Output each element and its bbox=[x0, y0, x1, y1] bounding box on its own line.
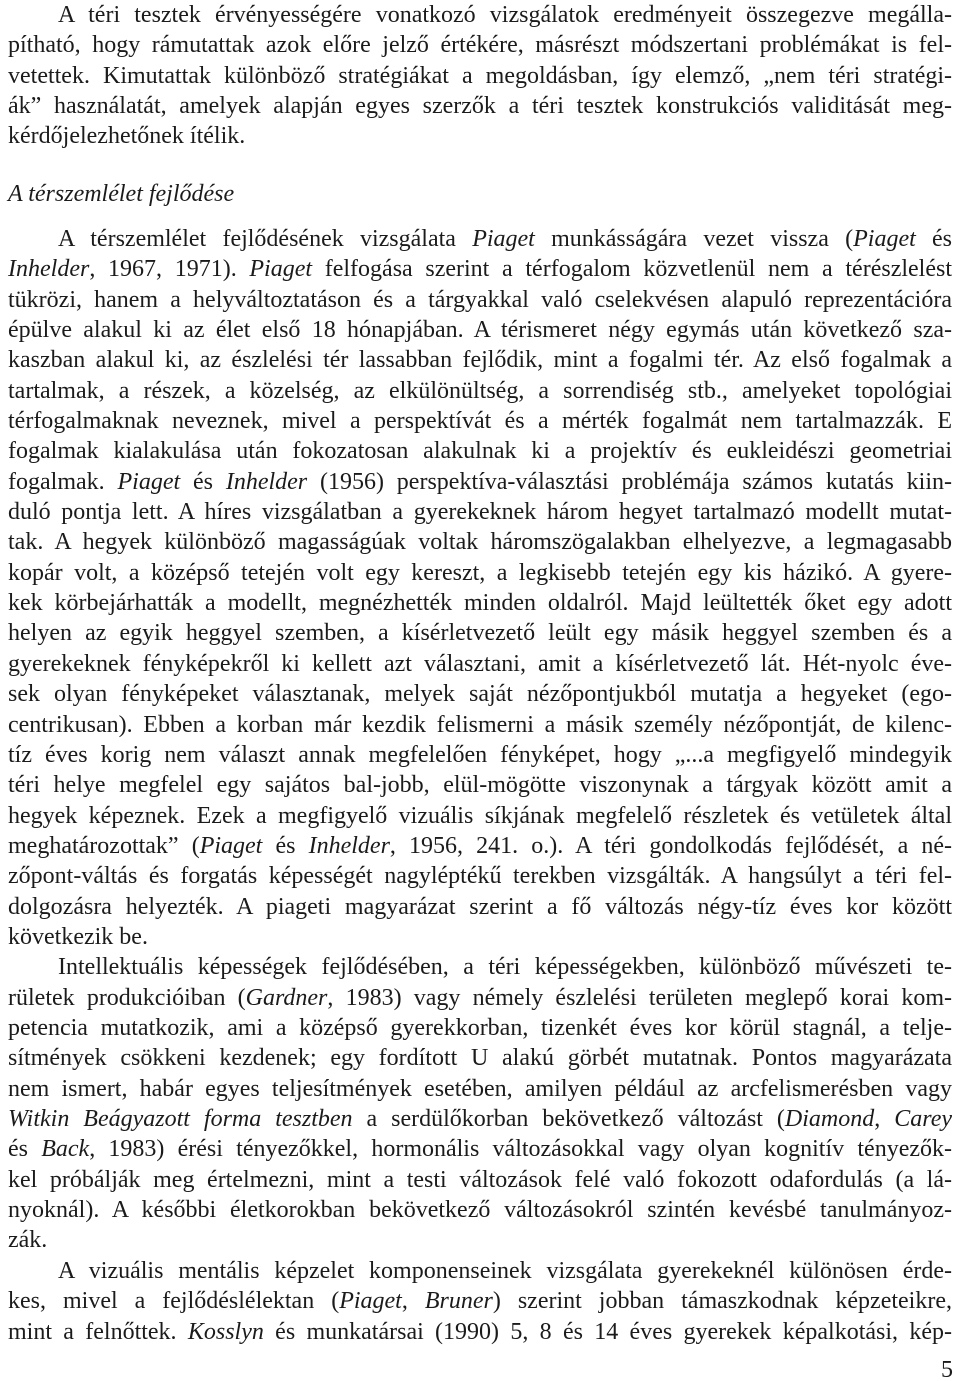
text-line bbox=[8, 1256, 952, 1286]
body-paragraph-3 bbox=[8, 1256, 952, 1347]
text-run: hegyek képeznek. Ezek a megfigyelő vizuális síkjának megfelelő részletek és vetületek által bbox=[8, 802, 952, 829]
italic-text: Back bbox=[41, 1136, 90, 1163]
text-line bbox=[8, 436, 952, 466]
text-run: tükrözi, hanem a helyváltoztatáson és a tárgyakkal való cselekvésen alapuló reprezentációra bbox=[8, 286, 952, 313]
text-line bbox=[8, 983, 952, 1013]
italic-text: Inhelder bbox=[225, 468, 308, 495]
text-run: , 1983) vagy némely észlelési területen meglepő korai kom- bbox=[327, 984, 952, 1011]
text-line bbox=[8, 376, 952, 406]
text-line bbox=[8, 649, 952, 679]
text-run: , bbox=[874, 1106, 895, 1133]
text-line bbox=[8, 710, 952, 740]
text-run: sek olyan fényképeket választanak, melyek saját nézőpontjukból mutatja a hegyeket (ego- bbox=[8, 681, 952, 708]
text-line bbox=[8, 0, 952, 30]
text-line bbox=[8, 121, 952, 151]
text-run: , 1956, 241. o.). A téri gondolkodás fejlődését, a né- bbox=[389, 832, 952, 859]
text-run: helyen az egyik heggyel szemben, a kísérletvezető leült egy másik heggyel szemben és a bbox=[8, 620, 952, 647]
text-line bbox=[8, 892, 952, 922]
text-line bbox=[8, 1165, 952, 1195]
text-run: sítmények csökkeni kezdenek; egy fordított U alakú görbét mutatnak. Pontos magyarázata bbox=[8, 1045, 952, 1072]
text-run: térfogalmaknak neveznek, mivel a perspektívát és a mérték fogalmát nem tartalmazzák. E bbox=[8, 408, 952, 435]
text-run: kopár volt, a középső tetején volt egy kereszt, a legkisebb tetején egy kis házikó. A gyere- bbox=[8, 559, 952, 586]
text-run: és bbox=[262, 832, 309, 859]
text-run: , bbox=[401, 1288, 425, 1315]
text-line bbox=[8, 527, 952, 557]
text-run: a serdülőkorban bekövetkező változást ( bbox=[352, 1106, 785, 1133]
italic-text: Piaget bbox=[117, 468, 181, 495]
text-run: rületek produkcióiban ( bbox=[8, 984, 246, 1011]
text-line bbox=[8, 315, 952, 345]
text-line bbox=[8, 1317, 952, 1347]
text-line bbox=[8, 1043, 952, 1073]
text-run: , 1983) érési tényezőkkel, hormonális változásokkal vagy olyan kognitív tényezők- bbox=[89, 1136, 952, 1163]
text-run: vetettek. Kimutattak különböző stratégiákat a megoldásban, így elemző, „nem téri stratégi- bbox=[8, 62, 952, 89]
text-run: A vizuális mentális képzelet komponenseinek vizsgálata gyerekeknél különösen érde- bbox=[58, 1257, 952, 1284]
text-line bbox=[8, 679, 952, 709]
text-run: nyoknál). A későbbi életkorokban bekövetkező változásokról szintén kevésbé tanulmányoz- bbox=[8, 1197, 952, 1224]
text-run: , 1967, 1971). bbox=[89, 256, 250, 283]
italic-text: Witkin Beágyazott forma tesztben bbox=[8, 1106, 353, 1133]
text-line bbox=[8, 831, 952, 861]
text-line bbox=[8, 1013, 952, 1043]
text-run: dolgozásra helyezték. A piageti magyarázat szerint a fő változás négy-tíz éves kor között bbox=[8, 893, 952, 920]
text-line bbox=[8, 952, 952, 982]
text-run: kérdőjelezhetőnek ítélik. bbox=[8, 123, 246, 150]
text-run: tak. A hegyek különböző magasságúak voltak háromszögalakban elhelyezve, a legmagasabb bbox=[8, 529, 952, 556]
text-run: (1956) perspektíva-választási problémája számos kutatás kiin- bbox=[307, 468, 953, 495]
italic-text: Piaget bbox=[249, 256, 313, 283]
text-run: ák” használatát, amelyek alapján egyes szerzők a téri tesztek konstrukciós validitását meg- bbox=[8, 93, 952, 120]
text-run: A térszemlélet fejlődésének vizsgálata bbox=[58, 226, 473, 252]
text-run: gyerekeknek fényképekről ki kellett azt választani, amit a kísérletvezető lát. Hét-nyolc éve- bbox=[8, 650, 952, 677]
text-run: tartalmak, a részek, a közelség, az elkülönültség, a sorrendiség stb., amelyeket topológiai bbox=[8, 377, 952, 404]
text-run: tíz éves korig nem választ annak megfelelően fényképet, hogy „...a megfigyelő mindegyik bbox=[8, 741, 952, 768]
italic-text: Diamond bbox=[784, 1106, 875, 1133]
text-run: A téri tesztek érvényességére vonatkozó vizsgálatok eredményeit összegezve megálla- bbox=[58, 2, 952, 28]
italic-text: Piaget bbox=[199, 832, 263, 859]
text-run: mint a felnőttek. bbox=[8, 1318, 188, 1345]
text-run: duló pontja lett. A híres vizsgálatban a gyerekeknek három hegyet tartalmazó modellt mutat- bbox=[8, 499, 952, 526]
text-run: meghatározottak” ( bbox=[8, 832, 200, 859]
text-line bbox=[8, 406, 952, 436]
italic-text: Piaget bbox=[472, 226, 535, 252]
text-line bbox=[8, 922, 952, 952]
italic-text: Piaget bbox=[339, 1288, 402, 1315]
page-number: 5 bbox=[941, 1357, 953, 1381]
text-run: fogalmak. bbox=[8, 468, 118, 495]
text-line bbox=[8, 801, 952, 831]
italic-text: Bruner bbox=[424, 1288, 493, 1315]
text-line bbox=[8, 1134, 952, 1164]
section-heading: A térszemlélet fejlődése bbox=[8, 181, 235, 207]
text-run: felfogása szerint a térfogalom közvetlenül nem a térészlelést bbox=[312, 256, 952, 283]
text-run: Intellektuális képességek fejlődésében, a téri képességekben, különböző művészeti te- bbox=[58, 954, 952, 981]
text-run: és bbox=[915, 226, 953, 252]
text-run: petencia mutatkozik, ami a középső gyerekkorban, tizenkét éves kor körül stagnál, a telje- bbox=[8, 1015, 952, 1042]
text-run: zőpont-váltás és forgatás képességét nagyléptékű terekben vizsgálták. A hangsúlyt a téri fel- bbox=[8, 863, 952, 890]
text-line bbox=[8, 740, 952, 770]
text-run: épülve alakul ki az élet első 18 hónapjában. A térismeret négy egymás után következő sza- bbox=[8, 317, 952, 344]
italic-text: Kosslyn bbox=[187, 1318, 264, 1345]
text-line bbox=[8, 285, 952, 315]
text-line bbox=[8, 345, 952, 375]
text-run: és bbox=[8, 1136, 42, 1163]
intro-paragraph bbox=[8, 0, 952, 152]
text-line bbox=[8, 30, 952, 60]
text-run: következik be. bbox=[8, 923, 148, 950]
text-run: ) szerint jobban támaszkodnak képzeteikre, bbox=[492, 1288, 952, 1315]
italic-text: Inhelder bbox=[308, 832, 390, 859]
text-line bbox=[8, 497, 952, 527]
body-paragraph-2 bbox=[8, 952, 952, 1255]
text-run: és munkatársai (1990) 5, 8 és 14 éves gyerekek képalkotási, kép- bbox=[263, 1318, 952, 1345]
text-run: kek körbejárhatták a modellt, megnézhették minden oldalról. Majd leültették őket egy adott bbox=[8, 590, 952, 617]
text-run: pítható, hogy rámutattak azok előre jelző értékére, másrészt módszertani problémákat is fel- bbox=[8, 32, 952, 59]
text-run: fogalmak kialakulása után fokozatosan alakulnak ki a projektív és eukleidészi geometriai bbox=[8, 438, 952, 465]
text-run: kel próbálják meg értelmezni, mint a testi változások felé való fokozott odafordulás (a lá- bbox=[8, 1166, 952, 1193]
text-line bbox=[8, 861, 952, 891]
text-line bbox=[8, 224, 952, 254]
text-run: téri helye megfelel egy sajátos bal-jobb, elül-mögötte viszonynak a tárgyak között amit a bbox=[8, 772, 952, 799]
text-run: munkásságára vezet vissza ( bbox=[534, 226, 854, 252]
text-line bbox=[8, 770, 952, 800]
text-run: zák. bbox=[8, 1227, 48, 1254]
italic-text: Gardner bbox=[245, 984, 328, 1011]
text-line bbox=[8, 1195, 952, 1225]
text-line bbox=[8, 467, 952, 497]
italic-text: Carey bbox=[894, 1106, 953, 1133]
text-line bbox=[8, 91, 952, 121]
text-run: centrikusan). Ebben a korban már kezdik felismerni a másik személy nézőpontját, de kilenc- bbox=[8, 711, 952, 738]
text-line bbox=[8, 1286, 952, 1316]
body-paragraph-1 bbox=[8, 224, 952, 952]
text-line bbox=[8, 618, 952, 648]
text-run: kes, mivel a fejlődéslélektan ( bbox=[8, 1288, 340, 1315]
text-line bbox=[8, 1074, 952, 1104]
italic-text: Inhelder bbox=[8, 256, 90, 283]
italic-text: Piaget bbox=[853, 226, 916, 252]
text-line bbox=[8, 61, 952, 91]
text-line bbox=[8, 1225, 952, 1255]
text-line bbox=[8, 254, 952, 284]
text-line bbox=[8, 588, 952, 618]
text-run: nem ismert, habár egyes teljesítmények esetében, amilyen például az arcfelismerésben vagy bbox=[8, 1075, 952, 1102]
text-line bbox=[8, 1104, 952, 1134]
text-run: kaszban alakul ki, az észlelési tér lassabban fejlődik, mint a fogalmi tér. Az első fogalmak a bbox=[8, 347, 952, 374]
text-line bbox=[8, 558, 952, 588]
text-run: és bbox=[180, 468, 226, 495]
